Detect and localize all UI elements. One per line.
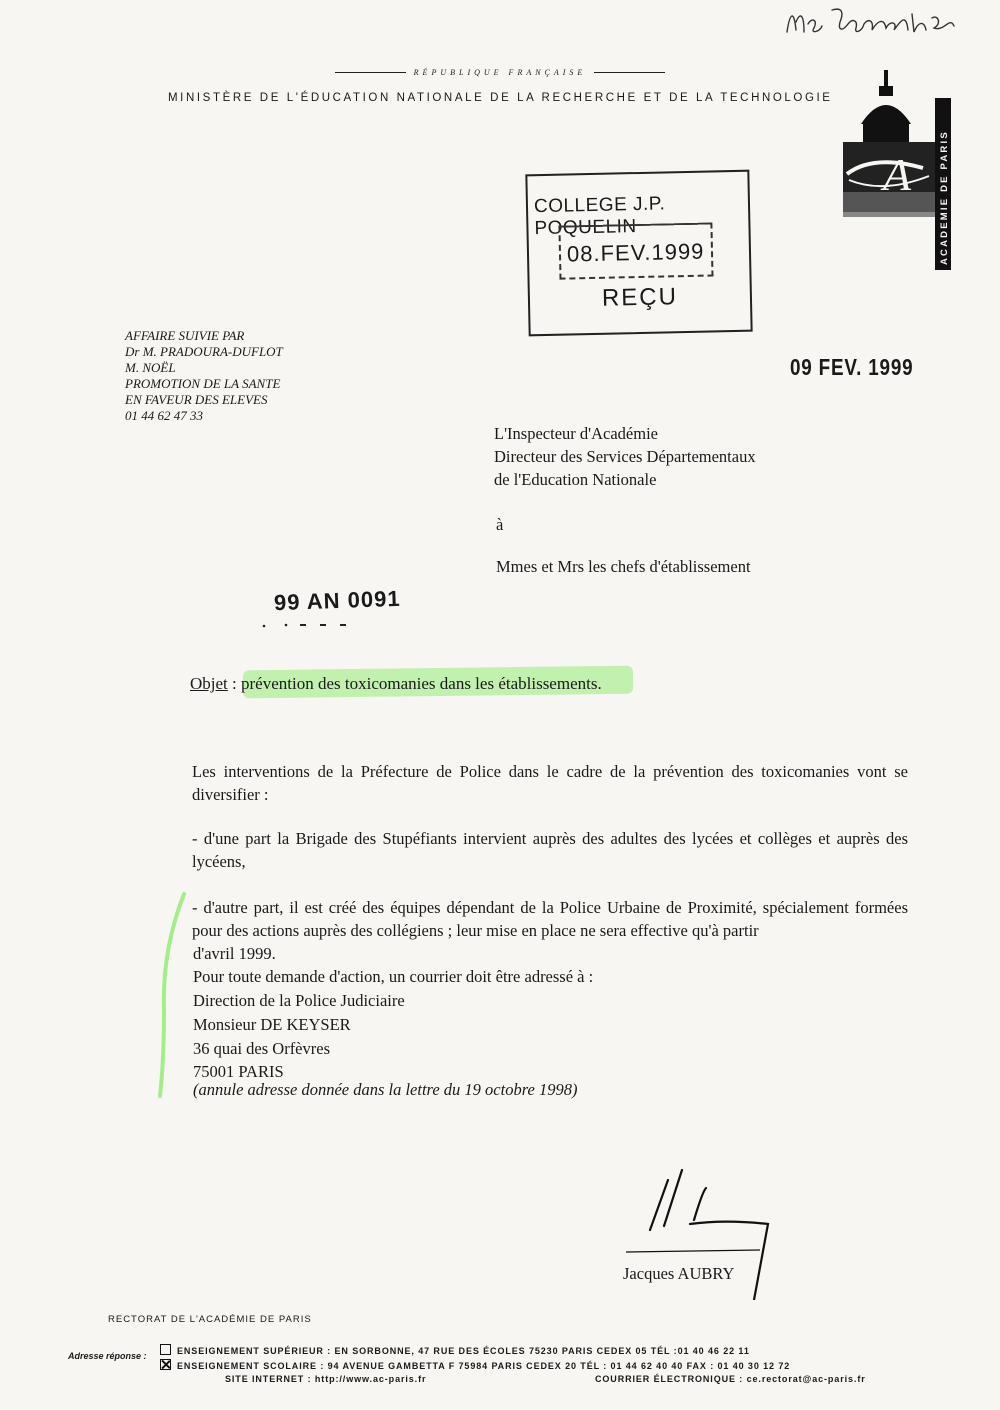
handwritten-note (782, 2, 967, 47)
affaire-line: 01 44 62 47 33 (125, 408, 203, 423)
stamp-status: REÇU (601, 283, 679, 312)
signatory-name: Jacques AUBRY (623, 1264, 735, 1283)
affaire-line: PROMOTION DE LA SANTE (125, 376, 281, 391)
address-direction: Direction de la Police Judiciaire (193, 991, 405, 1010)
stamp-date: 08.FEV.1999 (566, 238, 705, 267)
ministere-title: MINISTÈRE DE L'ÉDUCATION NATIONALE DE LA RECHERCHE ET DE LA TECHNOLOGIE (168, 92, 833, 104)
margin-highlight-mark (152, 890, 192, 1100)
footer-enseignement-scolaire (160, 1359, 790, 1371)
reception-stamp (525, 170, 752, 337)
reference-dots (262, 620, 357, 630)
addressed-to: à (496, 515, 504, 534)
address-street: 36 quai des Orfèvres (193, 1039, 330, 1058)
body-paragraph-2: - d'une part la Brigade des Stupéfiants intervient auprès des adultes des lycées et collèges et auprès des lycéens, (192, 829, 908, 871)
body-paragraph-3 (192, 896, 908, 942)
objet-text: prévention des toxicomanies dans les établissements. (241, 674, 602, 693)
checkbox-checked-icon (160, 1359, 171, 1370)
affaire-suivie-block (125, 328, 283, 424)
academie-de-paris-logo (843, 62, 953, 272)
rectorat-footer-title: RECTORAT DE L'ACADÉMIE DE PARIS (108, 1314, 312, 1325)
sender-line: L'Inspecteur d'Académie (494, 424, 658, 443)
republique-francaise-text: RÉPUBLIQUE FRANÇAISE (413, 68, 587, 77)
affaire-line: EN FAVEUR DES ELEVES (125, 392, 268, 407)
sender-line: Directeur des Services Départementaux (494, 447, 756, 466)
letter-date: 09 FEV. 1999 (790, 354, 914, 380)
checkbox-unchecked-icon (160, 1344, 171, 1355)
demande-line: Pour toute demande d'action, un courrier doit être adressé à : (193, 967, 594, 986)
footer-site-internet: SITE INTERNET : http://www.ac-paris.fr (225, 1374, 427, 1384)
body-paragraph-3-end: d'avril 1999. (193, 944, 276, 963)
reference-number: 99 AN 0091 (273, 585, 401, 616)
affaire-line: Dr M. PRADOURA-DUFLOT (125, 344, 283, 359)
objet-line (190, 674, 602, 694)
affaire-line: M. NOËL (125, 360, 176, 375)
header-rule-right (594, 72, 665, 73)
svg-text:A: A (883, 149, 912, 200)
sender-block (494, 422, 756, 491)
footer-scolaire-text: ENSEIGNEMENT SCOLAIRE : 94 AVENUE GAMBETTA F 75984 PARIS CEDEX 20 TÉL : 01 44 62 40 40 FAX : 01 40 30 12 72 (177, 1361, 791, 1371)
body-paragraph-1: Les interventions de la Préfecture de Police dans le cadre de la prévention des toxicomanies vont se diversifier : (192, 762, 908, 804)
footer-courrier-electronique: COURRIER ÉLECTRONIQUE : ce.rectorat@ac-paris.fr (595, 1374, 866, 1384)
republique-francaise-header (335, 68, 665, 77)
annule-note: (annule adresse donnée dans la lettre du 19 octobre 1998) (193, 1080, 578, 1099)
logo-text: ACADEMIE DE PARIS (939, 130, 950, 265)
objet-label: Objet (190, 674, 228, 693)
sender-line: de l'Education Nationale (494, 470, 657, 489)
recipient: Mmes et Mrs les chefs d'établissement (496, 557, 751, 576)
stamp-date-box (558, 222, 713, 279)
affaire-line: AFFAIRE SUIVIE PAR (125, 328, 245, 343)
body-paragraph-3-text: - d'autre part, il est créé des équipes dépendant de la Police Urbaine de Proximité, spécialement formées pour des actions auprès des collégiens ; leur mise en place ne sera effective qu'à partir (192, 898, 908, 940)
objet-separator: : (227, 674, 242, 693)
header-rule-left (335, 72, 406, 73)
stamp-school-name: COLLEGE J.P. POQUELIN (533, 193, 666, 240)
address-recipient-name: Monsieur DE KEYSER (193, 1015, 351, 1034)
adresse-reponse-label: Adresse réponse : (68, 1351, 147, 1361)
address-city: 75001 PARIS (193, 1062, 284, 1081)
footer-enseignement-superieur (160, 1344, 750, 1356)
footer-superieur-text: ENSEIGNEMENT SUPÉRIEUR : EN SORBONNE, 47 RUE DES ÉCOLES 75230 PARIS CEDEX 05 TÉL :01 40 46 22 11 (177, 1346, 750, 1356)
